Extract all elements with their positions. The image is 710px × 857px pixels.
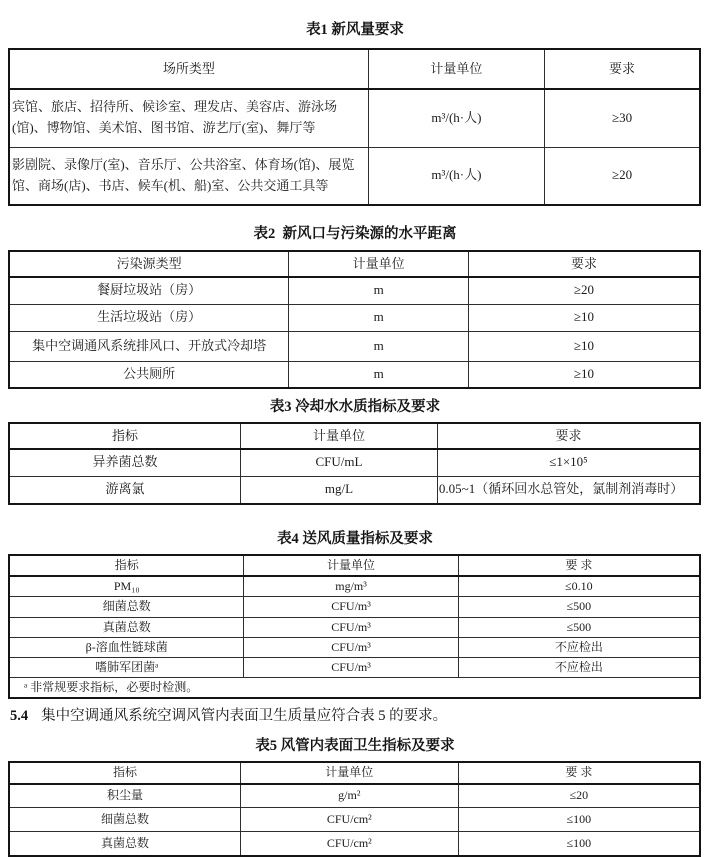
table-cell: mg/m³ (244, 576, 458, 597)
table-footnote: ᵃ 非常规要求指标，必要时检测。 (9, 678, 700, 699)
table-footnote-row (9, 678, 700, 699)
column-header: 要 求 (458, 762, 700, 783)
table-row (9, 89, 700, 147)
table-cell: ≥10 (469, 304, 701, 331)
table-cell: m³/(h·人) (368, 89, 544, 147)
table-cell: CFU/mL (240, 449, 437, 476)
table-cell: CFU/cm² (240, 832, 458, 856)
table-cell: 异养菌总数 (9, 449, 240, 476)
table-header-row (9, 423, 700, 449)
table-header-row (9, 555, 700, 576)
table-row (9, 576, 700, 597)
table-row (9, 597, 700, 617)
table-cell: CFU/m³ (244, 657, 458, 677)
table-cell: m³/(h·人) (368, 147, 544, 205)
table-header-row (9, 251, 700, 277)
column-header: 计量单位 (240, 762, 458, 783)
table-cell: m (289, 277, 469, 304)
table-cell: PM₁₀ (9, 576, 244, 597)
table-cell: 积尘量 (9, 784, 240, 808)
table-row (9, 617, 700, 637)
table-cell: 集中空调通风系统排风口、开放式冷却塔 (9, 331, 289, 361)
table-cell: ≤1×10⁵ (437, 449, 700, 476)
table-cell: 真菌总数 (9, 617, 244, 637)
table-cell: m (289, 304, 469, 331)
table-cell: CFU/cm² (240, 808, 458, 832)
table-row (9, 476, 700, 504)
table-cell: ≥20 (545, 147, 700, 205)
table-cell: CFU/m³ (244, 597, 458, 617)
table-cell: mg/L (240, 476, 437, 504)
column-header: 要 求 (458, 555, 700, 576)
table-cell: 细菌总数 (9, 597, 244, 617)
column-header: 计量单位 (368, 49, 544, 89)
table-cell: ≤0.10 (458, 576, 700, 597)
table-row (9, 449, 700, 476)
table-row (9, 808, 700, 832)
column-header: 要求 (437, 423, 700, 449)
table-row (9, 277, 700, 304)
table-row (9, 637, 700, 657)
table-cell: ≤20 (458, 784, 700, 808)
table-cell: m (289, 331, 469, 361)
table-cell: ≥10 (469, 331, 701, 361)
table-cell: ≤500 (458, 597, 700, 617)
table-header-row (9, 762, 700, 783)
column-header: 指标 (9, 555, 244, 576)
table-cell: 影剧院、录像厅(室)、音乐厅、公共浴室、体育场(馆)、展览馆、商场(店)、书店、候车(机、船)室、公共交通工具等 (9, 147, 368, 205)
column-header: 指标 (9, 762, 240, 783)
column-header: 要求 (545, 49, 700, 89)
table-cell: 餐厨垃圾站（房） (9, 277, 289, 304)
column-header: 要求 (469, 251, 701, 277)
table1-caption: 表1 新风量要求 (306, 22, 404, 38)
table-cell: CFU/m³ (244, 637, 458, 657)
table2-caption: 表2 新风口与污染源的水平距离 (253, 226, 457, 242)
table4-caption: 表4 送风质量指标及要求 (277, 531, 433, 547)
column-header: 计量单位 (240, 423, 437, 449)
column-header: 污染源类型 (9, 251, 289, 277)
clause-number: 5.4 (10, 708, 29, 725)
table-row (9, 361, 700, 388)
table-cell: 生活垃圾站（房） (9, 304, 289, 331)
table-row (9, 784, 700, 808)
column-header: 计量单位 (289, 251, 469, 277)
table-cell: 不应检出 (458, 637, 700, 657)
table-cell: ≥10 (469, 361, 701, 388)
table-fresh-air-volume-requirements (8, 48, 701, 206)
table-cell: ≤100 (458, 808, 700, 832)
table-cell: m (289, 361, 469, 388)
table-cell: 公共厕所 (9, 361, 289, 388)
clause-5-4 (10, 708, 710, 725)
table-cell: 真菌总数 (9, 832, 240, 856)
table-cooling-water-quality (8, 422, 701, 505)
table3-caption: 表3 冷却水水质指标及要求 (269, 399, 441, 415)
table-row (9, 147, 700, 205)
table-duct-inner-surface-hygiene (8, 761, 701, 856)
table-row (9, 657, 700, 677)
table-supply-air-quality (8, 554, 701, 699)
column-header: 指标 (9, 423, 240, 449)
table-header-row (9, 49, 700, 89)
column-header: 场所类型 (9, 49, 368, 89)
table-row (9, 331, 700, 361)
table-cell: ≥30 (545, 89, 700, 147)
table-cell: ≥20 (469, 277, 701, 304)
table-cell: 游离氯 (9, 476, 240, 504)
table-cell: 不应检出 (458, 657, 700, 677)
table-cell: 细菌总数 (9, 808, 240, 832)
table-cell: CFU/m³ (244, 617, 458, 637)
table-row (9, 304, 700, 331)
table-cell: 0.05~1（循环回水总管处，氯制剂消毒时） (437, 476, 700, 504)
table-cell: β-溶血性链球菌 (9, 637, 244, 657)
table-cell: 宾馆、旅店、招待所、候诊室、理发店、美容店、游泳场(馆)、博物馆、美术馆、图书馆、游艺厅(室)、舞厅等 (9, 89, 368, 147)
table-cell: ≤100 (458, 832, 700, 856)
table-cell: ≤500 (458, 617, 700, 637)
table-air-inlet-pollution-source-distance (8, 250, 701, 389)
column-header: 计量单位 (244, 555, 458, 576)
table-cell: 嗜肺军团菌ᵃ (9, 657, 244, 677)
table-cell: g/m² (240, 784, 458, 808)
table5-caption: 表5 风管内表面卫生指标及要求 (255, 738, 455, 755)
clause-text: 集中空调通风系统空调风管内表面卫生质量应符合表 5 的要求。 (41, 708, 448, 725)
